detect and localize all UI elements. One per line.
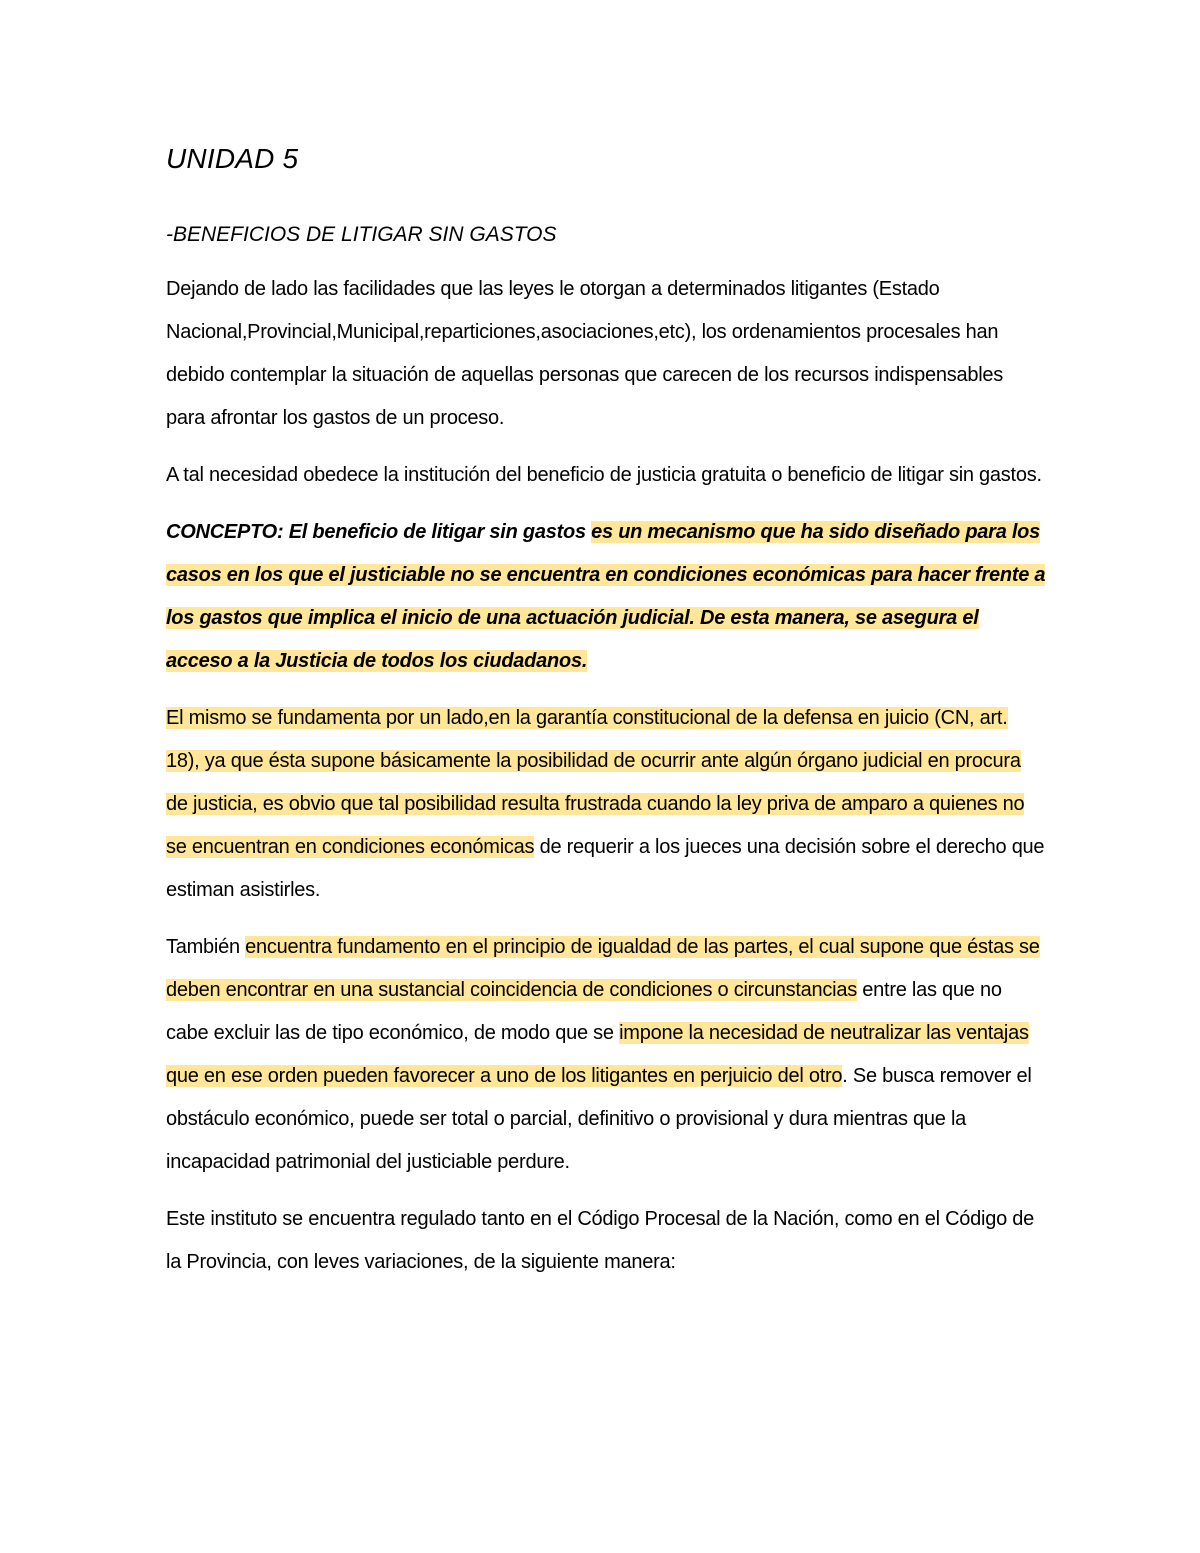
paragraph-intro: Dejando de lado las facilidades que las leyes le otorgan a determinados litigantes (Estado Nacional,Provincial,Municipal,reparticiones,asociaciones,etc), los ordenamientos procesales han debido contemplar la situación de aquellas personas que carecen de los recursos indispensables para afrontar los gastos de un proceso. bbox=[166, 278, 1004, 429]
section-title: -BENEFICIOS DE LITIGAR SIN GASTOS bbox=[166, 223, 557, 246]
paragraph-equality bbox=[166, 926, 1046, 1184]
paragraph-necessity: A tal necesidad obedece la institución del beneficio de justicia gratuita o beneficio de litigar sin gastos. bbox=[166, 464, 1042, 486]
paragraph-foundation bbox=[166, 697, 1046, 912]
equality-highlight-2: impone la necesidad de neutralizar las ventajas que en ese orden pueden favorecer a uno de los litigantes en perjuicio del otro bbox=[166, 1022, 1029, 1087]
equality-rest: . Se busca remover el obstáculo económico, puede ser total o parcial, definitivo o provisional y dura mientras que la incapacidad patrimonial del justiciable perdure. bbox=[166, 1065, 1032, 1173]
paragraph-regulation: Este instituto se encuentra regulado tanto en el Código Procesal de la Nación, como en el Código de la Provincia, con leves variaciones, de la siguiente manera: bbox=[166, 1208, 1035, 1273]
foundation-rest: de requerir a los jueces una decisión sobre el derecho que estiman asistirles. bbox=[166, 836, 1045, 901]
equality-lead: También bbox=[166, 936, 246, 958]
equality-highlight-1: encuentra fundamento en el principio de igualdad de las partes, el cual supone que éstas se deben encontrar en una sustancial coincidencia de condiciones o circunstancias bbox=[166, 936, 1040, 1001]
equality-middle: entre las que no cabe excluir las de tipo económico, de modo que se bbox=[166, 979, 1002, 1044]
foundation-highlight: El mismo se fundamenta por un lado,en la garantía constitucional de la defensa en juicio (CN, art. 18), ya que ésta supone básicamente la posibilidad de ocurrir ante algún órgano judicial en procura de justicia, es obvio que tal posibilidad resulta frustrada cuando la ley priva de amparo a quienes no se encuentran en condiciones económicas bbox=[166, 707, 1025, 858]
unit-title: UNIDAD 5 bbox=[166, 143, 299, 174]
document-body bbox=[166, 138, 1046, 1298]
paragraph-concept bbox=[166, 511, 1046, 683]
concept-highlight: es un mecanismo que ha sido diseñado para los casos en los que el justiciable no se encuentra en condiciones económicas para hacer frente a los gastos que implica el inicio de una actuación judicial. De esta manera, se asegura el acceso a la Justicia de todos los ciudadanos. bbox=[166, 521, 1046, 672]
concept-lead: CONCEPTO: El beneficio de litigar sin gastos bbox=[166, 521, 592, 543]
